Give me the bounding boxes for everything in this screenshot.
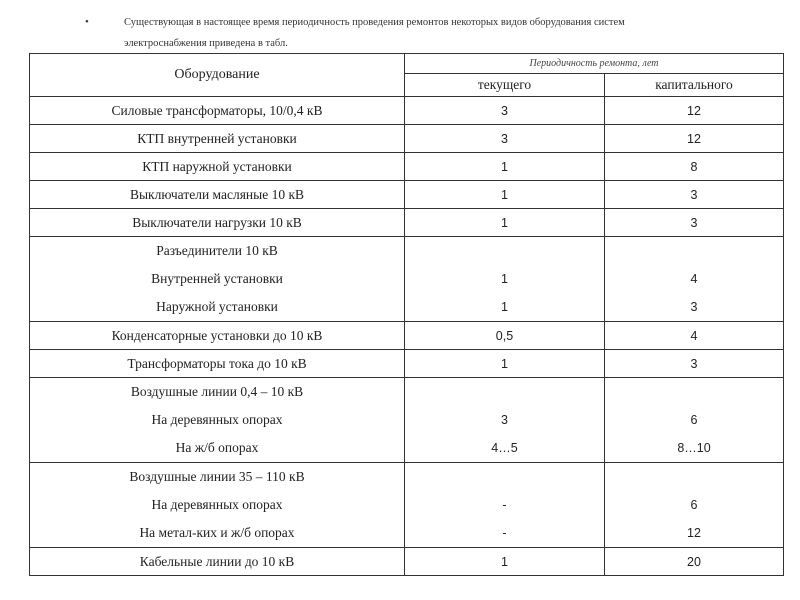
spacer	[405, 463, 604, 491]
table-row	[30, 548, 784, 576]
current-cell: 1	[405, 209, 605, 237]
table-row	[30, 97, 784, 125]
current-value: 4…5	[491, 441, 518, 455]
capital-cell: 8	[605, 153, 784, 181]
capital-cell	[605, 463, 784, 548]
table-row	[30, 209, 784, 237]
capital-value: 3	[690, 300, 698, 314]
equipment-group-name: Воздушные линии 35 – 110 кВ	[129, 469, 305, 484]
equipment-cell	[30, 463, 405, 548]
header-equipment: Оборудование	[30, 54, 405, 97]
current-value: -	[502, 498, 507, 512]
spacer	[405, 237, 604, 265]
equipment-subitem: На деревянных опорах	[151, 497, 283, 512]
current-value: 1	[501, 272, 508, 286]
capital-cell	[605, 237, 784, 322]
spacer	[405, 378, 604, 406]
equipment-cell: КТП внутренней установки	[30, 125, 405, 153]
intro-paragraph	[85, 12, 756, 54]
repair-periodicity-table	[29, 53, 784, 576]
equipment-cell: Трансформаторы тока до 10 кВ	[30, 350, 405, 378]
equipment-cell	[30, 237, 405, 322]
equipment-subitem: Внутренней установки	[151, 271, 283, 286]
equipment-cell: Выключатели нагрузки 10 кВ	[30, 209, 405, 237]
current-cell: 1	[405, 153, 605, 181]
capital-cell: 3	[605, 209, 784, 237]
table-row	[30, 463, 784, 548]
bullet: •	[85, 16, 89, 28]
current-cell: 1	[405, 548, 605, 576]
equipment-cell: Силовые трансформаторы, 10/0,4 кВ	[30, 97, 405, 125]
capital-cell: 12	[605, 97, 784, 125]
capital-value: 6	[690, 498, 698, 512]
equipment-subitem: На деревянных опорах	[151, 412, 283, 427]
current-cell: 1	[405, 350, 605, 378]
capital-value: 6	[690, 413, 698, 427]
table-row	[30, 125, 784, 153]
equipment-subitem: Наружной установки	[156, 299, 278, 314]
capital-cell: 3	[605, 181, 784, 209]
intro-line-2: электроснабжения приведена в табл.	[124, 38, 288, 49]
table-body	[30, 97, 784, 576]
capital-cell	[605, 378, 784, 463]
capital-value: 4	[690, 272, 698, 286]
header-current: текущего	[405, 74, 605, 97]
capital-cell: 20	[605, 548, 784, 576]
current-value: -	[502, 526, 507, 540]
spacer	[605, 237, 783, 265]
equipment-group-name: Разъединители 10 кВ	[156, 243, 278, 258]
equipment-group-name: Воздушные линии 0,4 – 10 кВ	[130, 384, 304, 399]
capital-cell: 3	[605, 350, 784, 378]
current-cell	[405, 237, 605, 322]
table-row	[30, 181, 784, 209]
spacer	[605, 463, 783, 491]
current-cell	[405, 463, 605, 548]
equipment-cell: Кабельные линии до 10 кВ	[30, 548, 405, 576]
intro-text	[124, 12, 756, 54]
table-row	[30, 322, 784, 350]
current-cell	[405, 378, 605, 463]
table-row	[30, 350, 784, 378]
header-periodicity: Периодичность ремонта, лет	[405, 54, 784, 74]
intro-line-1: Существующая в настоящее время периодичность проведения ремонтов некоторых видов оборудования систем	[124, 17, 625, 28]
current-value: 1	[501, 300, 508, 314]
header-capital: капитального	[605, 74, 784, 97]
capital-cell: 12	[605, 125, 784, 153]
current-value: 3	[501, 413, 508, 427]
table-row	[30, 237, 784, 322]
equipment-cell: Конденсаторные установки до 10 кВ	[30, 322, 405, 350]
current-cell: 0,5	[405, 322, 605, 350]
capital-value: 8…10	[677, 441, 711, 455]
current-cell: 3	[405, 97, 605, 125]
table-row	[30, 153, 784, 181]
equipment-cell: Выключатели масляные 10 кВ	[30, 181, 405, 209]
equipment-cell	[30, 378, 405, 463]
equipment-cell: КТП наружной установки	[30, 153, 405, 181]
table-row	[30, 378, 784, 463]
current-cell: 1	[405, 181, 605, 209]
capital-value: 12	[687, 526, 701, 540]
equipment-subitem: На метал-ких и ж/б опорах	[139, 525, 295, 540]
spacer	[605, 378, 783, 406]
current-cell: 3	[405, 125, 605, 153]
equipment-subitem: На ж/б опорах	[175, 440, 259, 455]
capital-cell: 4	[605, 322, 784, 350]
